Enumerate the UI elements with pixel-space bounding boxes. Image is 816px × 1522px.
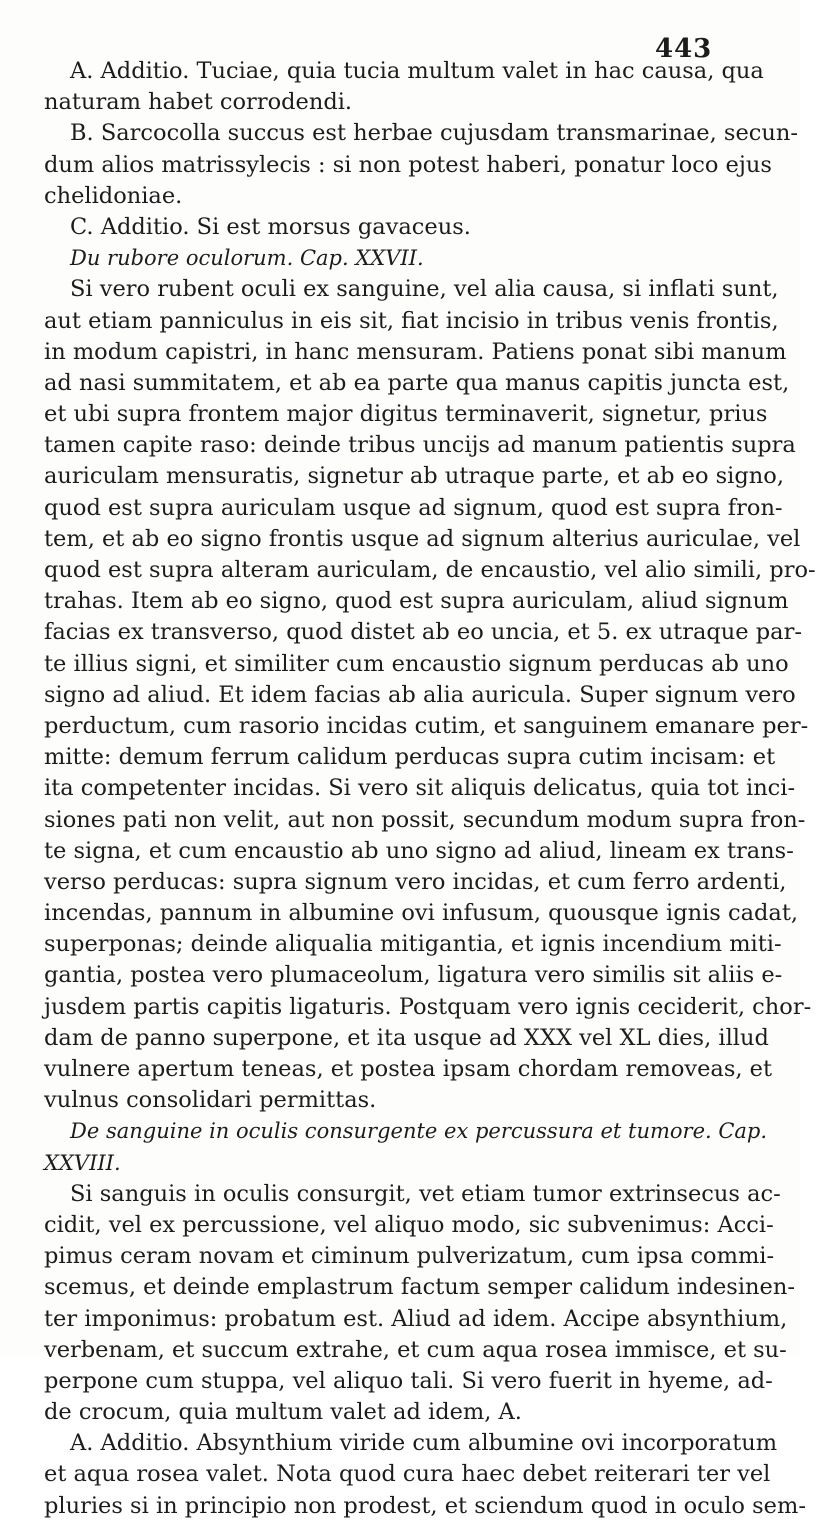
text-line: chelidoniae. <box>44 182 183 209</box>
text-line: dum alios matrissylecis : si non potest haberi, ponatur loco ejus <box>44 151 772 178</box>
text-line: verbenam, et succum extrahe, et cum aqua rosea immisce, et su- <box>44 1336 787 1363</box>
text-line: naturam habet corrodendi. <box>44 89 353 116</box>
text-line: A. Additio. Absynthium viride cum albumine ovi incorporatum <box>70 1430 778 1457</box>
text-line: tamen capite raso: deinde tribus uncijs ad manum patientis supra <box>44 432 796 459</box>
chapter-heading-line: Du rubore oculorum. Cap. XXVII. <box>70 246 424 271</box>
text-body <box>44 56 816 1522</box>
text-line: de crocum, quia multum valet ad idem, A. <box>44 1399 522 1426</box>
text-line: jusdem partis capitis ligaturis. Postquam vero ignis ceciderit, chor- <box>44 993 812 1020</box>
text-line: ita competenter incidas. Si vero sit aliquis delicatus, quia tot inci- <box>44 775 796 802</box>
text-line: Si sanguis in oculis consurgit, vet etiam tumor extrinsecus ac- <box>70 1180 781 1207</box>
text-line: scemus, et deinde emplastrum factum semper calidum indesinen- <box>44 1274 795 1301</box>
chapter-heading-line: De sanguine in oculis consurgente ex percussura et tumore. Cap. <box>70 1119 768 1144</box>
text-line: et aqua rosea valet. Nota quod cura haec debet reiterari ter vel <box>44 1461 771 1488</box>
text-line: superponas; deinde aliqualia mitigantia, et ignis incendium miti- <box>44 931 782 958</box>
text-line: verso perducas: supra signum vero incidas, et cum ferro ardenti, <box>44 868 787 895</box>
text-line: vulnere apertum teneas, et postea ipsam chordam removeas, et <box>44 1056 773 1082</box>
text-line: Si vero rubent oculi ex sanguine, vel alia causa, si inflati sunt, <box>70 276 779 303</box>
text-line: in modum capistri, in hanc mensuram. Patiens ponat sibi manum <box>44 338 787 365</box>
text-line: siones pati non velit, aut non possit, secundum modum supra fron- <box>44 806 806 833</box>
text-line: A. Additio. Tuciae, quia tucia multum valet in hac causa, qua <box>70 58 764 84</box>
text-line: mitte: demum ferrum calidum perducas supra cutim incisam: et <box>44 744 776 771</box>
text-line: ad nasi summitatem, et ab ea parte qua manus capitis juncta est, <box>44 369 790 396</box>
text-line: gantia, postea vero plumaceolum, ligatura vero similis sit aliis e- <box>44 962 783 989</box>
text-line: quod est supra auriculam usque ad signum, quod est supra fron- <box>44 494 783 521</box>
text-line: et ubi supra frontem major digitus terminaverit, signetur, prius <box>44 401 768 428</box>
text-line: ter imponimus: probatum est. Aliud ad idem. Accipe absynthium, <box>44 1305 788 1332</box>
text-line: te illius signi, et similiter cum encaustio signum perducas ab uno <box>44 650 789 677</box>
page-number: 443 <box>655 34 713 64</box>
text-line: dam de panno superpone, et ita usque ad XXX vel XL dies, illud <box>44 1024 769 1051</box>
text-line: aut etiam panniculus in eis sit, fiat incisio in tribus venis frontis, <box>44 307 779 334</box>
text-line: trahas. Item ab eo signo, quod est supra auriculam, aliud signum <box>44 588 789 615</box>
text-line: te signa, et cum encaustio ab uno signo ad aliud, lineam ex trans- <box>44 837 794 864</box>
text-line: perductum, cum rasorio incidas cutim, et sanguinem emanare per- <box>44 712 809 739</box>
text-line: pimus ceram novam et ciminum pulverizatum, cum ipsa commi- <box>44 1243 775 1270</box>
text-line: perpone cum stuppa, vel aliquo tali. Si vero fuerit in hyeme, ad- <box>44 1367 773 1394</box>
text-line: signo ad aliud. Et idem facias ab alia auricula. Super signum vero <box>44 681 796 708</box>
text-line: C. Additio. Si est morsus gavaceus. <box>70 213 471 240</box>
text-line: cidit, vel ex percussione, vel aliquo modo, sic subvenimus: Acci- <box>44 1211 774 1238</box>
text-line: vulnus consolidari permittas. <box>44 1087 377 1114</box>
text-line: incendas, pannum in albumine ovi infusum, quousque ignis cadat, <box>44 900 799 927</box>
text-line: auriculam mensuratis, signetur ab utraque parte, et ab eo signo, <box>44 463 784 490</box>
chapter-heading-line: XXVIII. <box>44 1150 121 1175</box>
text-line: pluries si in principio non prodest, et sciendum quod in oculo sem- <box>44 1492 806 1519</box>
text-line: quod est supra alteram auriculam, de encaustio, vel alio simili, pro- <box>44 557 816 583</box>
text-line: facias ex transverso, quod distet ab eo uncia, et 5. ex utraque par- <box>44 619 802 646</box>
text-line: tem, et ab eo signo frontis usque ad signum alterius auriculae, vel <box>44 525 801 552</box>
text-line: B. Sarcocolla succus est herbae cujusdam transmarinae, secun- <box>70 120 798 147</box>
